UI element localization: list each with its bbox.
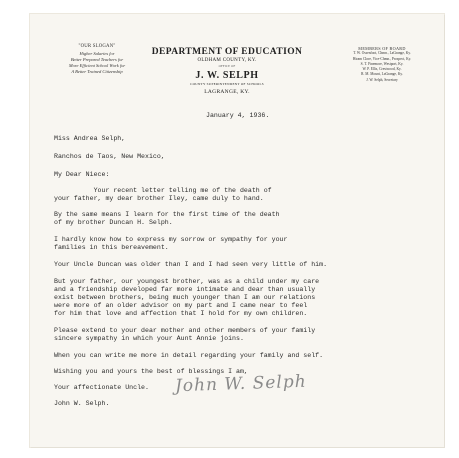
paragraph-line: sincere sympathy in which your Aunt Annie joins. xyxy=(54,335,244,342)
paragraph-line: your father, my dear brother Iley, came duly to hand. xyxy=(54,195,264,202)
addressee-place: Ranchos de Taos, New Mexico, xyxy=(54,153,165,160)
paragraph-line: exist between brothers, being much younger than I am our relations xyxy=(54,294,316,301)
board-member: S. T. Finemore, Westport, Ky. xyxy=(360,61,404,66)
slogan-line: More Efficient School Work for xyxy=(68,63,126,68)
salutation: My Dear Niece: xyxy=(54,171,110,178)
paragraph-line: Please extend to your dear mother and other members of your family xyxy=(54,327,316,334)
paragraph-line: and a friendship developed far more intimate and dear than usually xyxy=(54,286,316,293)
paragraph-line: were more of an older advisor on my part and I came near to feel xyxy=(54,302,308,309)
paragraph-line: families in this bereavement. xyxy=(54,244,169,251)
closing-line: Your affectionate Uncle. xyxy=(54,384,149,391)
slogan-line: Better Prepared Teachers for xyxy=(70,57,124,62)
addressee-name: Miss Andrea Selph, xyxy=(54,135,126,142)
board-member: T. W. Ossenfoot, Chmn., LaGrange, Ky. xyxy=(353,51,411,56)
board-member: Hiram Clore, Vice-Chmn., Prospect, Ky. xyxy=(352,56,412,61)
letter-date: January 4, 1936. xyxy=(206,112,270,119)
paragraph-line: of my brother Duncan H. Selph. xyxy=(54,219,173,226)
paragraph-line: But your father, our youngest brother, was as a child under my care xyxy=(54,278,320,285)
paragraph-line: By the same means I learn for the first time of the death xyxy=(54,211,280,218)
superintendent-title: COUNTY SUPERINTENDENT OF SCHOOLS xyxy=(190,82,264,86)
superintendent-name: J. W. SELPH xyxy=(195,70,259,81)
city-line: LAGRANGE, KY. xyxy=(204,89,250,95)
paragraph-line: When you can write me more in detail regarding your family and self. xyxy=(54,352,324,359)
board-member: R. M. Mount, LaGrange, Ky. xyxy=(361,72,403,77)
county-line: OLDHAM COUNTY, KY. xyxy=(197,58,257,63)
board-member: W. P. Ellis, Crestwood, Ky. xyxy=(362,67,402,72)
board-member: J. W. Selph, Secretary xyxy=(366,77,398,82)
paragraph-line: I hardly know how to express my sorrow or sympathy for your xyxy=(54,236,288,243)
slogan-title: "OUR SLOGAN" xyxy=(78,44,116,49)
department-title: DEPARTMENT OF EDUCATION xyxy=(151,47,303,57)
typed-name: John W. Selph. xyxy=(54,400,110,407)
letter-page xyxy=(30,14,444,447)
board-title: MEMBERS OF BOARD xyxy=(358,46,406,51)
handwritten-signature: John W. Selph xyxy=(174,371,307,397)
paragraph-line: Your recent letter telling me of the death of xyxy=(54,187,272,194)
paragraph-line: Your Uncle Duncan was older than I and I had seen very little of him. xyxy=(54,261,328,268)
paragraph-line: Wishing you and yours the best of blessings I am, xyxy=(54,368,248,375)
slogan-line: Higher Salaries for xyxy=(79,51,115,56)
slogan-line: A Better Trained Citizenship xyxy=(71,69,123,74)
paragraph-line: for him that love and affection that I hold for my own children. xyxy=(54,310,308,317)
office-of-line: OFFICE OF xyxy=(218,64,236,68)
